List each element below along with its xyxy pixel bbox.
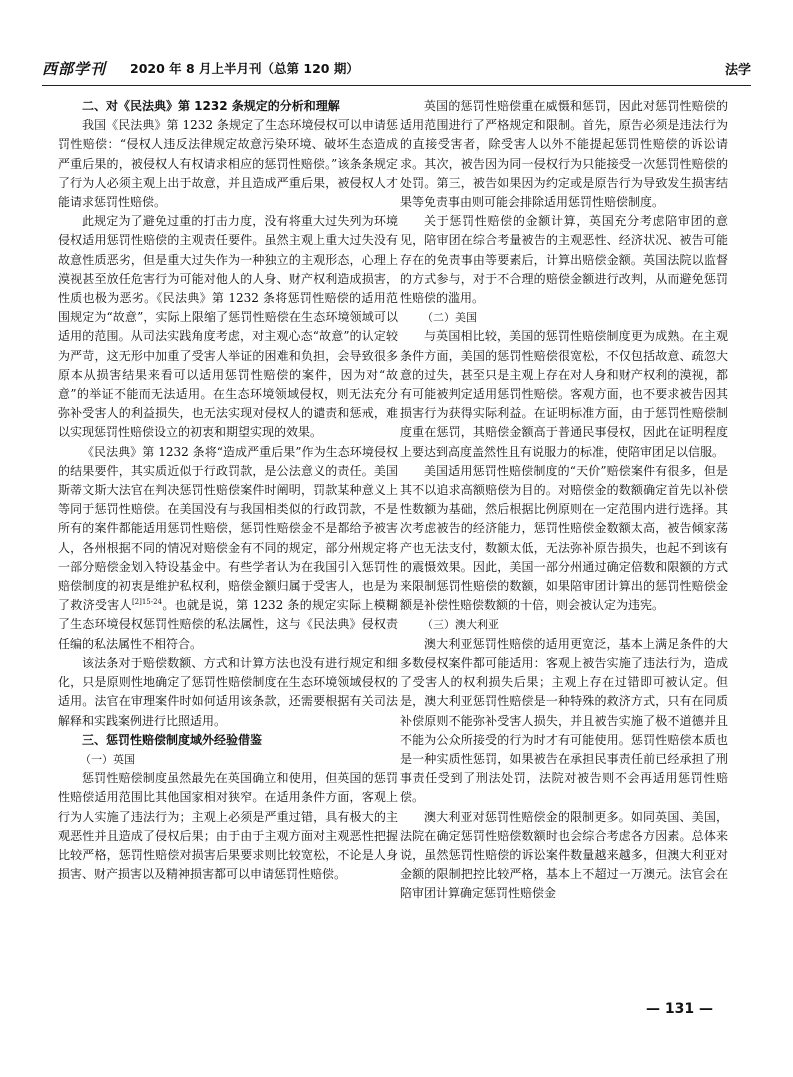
- section-name: 法学: [724, 63, 751, 78]
- right-column: [400, 97, 728, 904]
- section-heading-two: 二、对《民法典》第 1232 条规定的分析和理解: [82, 99, 340, 113]
- paragraph-text: 。也就是说，第 1232 条的规定实际上模糊了生态环境侵权惩罚性赔偿的私法属性，这与《民法典》侵权责任编的私法属性不相符合。: [58, 598, 398, 651]
- running-header: [42, 58, 751, 82]
- paragraph: 该法条对于赔偿数额、方式和计算方法也没有进行规定和细化，只是原则性地确定了惩罚性赔偿制度在生态环境领域侵权的适用。法官在审理案件时如何适用该条款，还需要根据有关司法解释和实践案例进行比照适用。: [58, 655, 398, 728]
- paragraph: 与英国相比较，美国的惩罚性赔偿制度更为成熟。在主观条件方面，美国的惩罚性赔偿很宽松，不仅包括故意、疏忽大意的过失，甚至只是主观上存在对人身和财产权利的漠视，都有可能被判定适用惩罚性赔偿。客观方面，也不要求被告因其损害行为获得实际利益。在证明标准方面，由于惩罚性赔偿制度重在惩罚，其赔偿金额高于普通民事侵权，因此在证明程度上要达到高度盖然性且有说服力的标准，使陪审团足以信服。: [400, 329, 728, 459]
- subheading-uk: （一）英国: [80, 752, 135, 766]
- subheading-australia: （三）澳大利亚: [422, 618, 499, 632]
- paragraph: 此规定为了避免过重的打击力度，没有将重大过失列为环境侵权适用惩罚性赔偿的主观责任要件。虽然主观上重大过失没有故意性质恶劣，但是重大过失作为一种独立的主观形态，心理上漠视甚至放任危害行为可能对他人的人身、财产权利造成损害，性质也极为恶劣。《民法典》第 1232 条将惩罚性赔偿的适用范围规定为“故意”，实际上限缩了惩罚性赔偿在生态环境领域可以适用的范围。从司法实践角度考虑，对主观心态“故意”的认定较为严苛，这无形中加重了受害人举证的困难和负担，会导致很多原本从损害结果来看可以适用惩罚性赔偿的案件，因为对“故意”的举证不能而无法适用。在生态环境领域侵权，则无法充分弥补受害人的利益损失，也无法实现对侵权人的谴责和惩戒，难以实现惩罚性赔偿设立的初衷和期望实现的效果。: [58, 214, 398, 440]
- paragraph: 英国的惩罚性赔偿重在威慑和惩罚，因此对惩罚性赔偿的适用范围进行了严格规定和限制。首先，原告必须是违法行为的直接受害者，除受害人以外不能提起惩罚性赔偿的诉讼请求。其次，被告因为同一侵权行为只能接受一次惩罚性赔偿的处罚。第三，被告如果因为约定或是原告行为导致发生损害结果等免责事由则可能会排除适用惩罚性赔偿制度。: [400, 99, 728, 210]
- subheading-us: （二）美国: [422, 311, 477, 325]
- paragraph: 惩罚性赔偿制度虽然最先在英国确立和使用，但英国的惩罚性赔偿适用范围比其他国家相对狭窄。在适用条件方面，客观上行为人实施了违法行为；主观上必须是严重过错，具有极大的主观恶性并且造成了侵权后果；由于由于主观方面对主观恶性把握比较严格，惩罚性赔偿对损害后果要求则比较宽松，不论是人身损害、财产损害以及精神损害都可以申请惩罚性赔偿。: [58, 771, 398, 882]
- issue-info: 2020 年 8 月上半月刊（总第 120 期）: [130, 61, 359, 76]
- page-number-value: 131: [664, 1001, 695, 1017]
- page-number: — 131 —: [646, 1001, 713, 1017]
- paragraph-text: 《民法典》第 1232 条将“造成严重后果”作为生态环境侵权的结果要件，其实质近似于行政罚款，是公法意义的责任。美国斯蒂文斯大法官在判决惩罚性赔偿案件时阐明，罚款某种意义上等同于惩罚性赔偿。在美国没有与我国相类似的行政罚款，不是所有的案件都能适用惩罚性赔偿，惩罚性赔偿金不是都给予被害人，各州根据不同的情况对赔偿金有不同的规定，部分州规定将一部分赔偿金划入特设基金中。有些学者认为在我国引入惩罚性赔偿制度的初衷是维护私权利，赔偿金额归属于受害人，也是为了救济受害人: [58, 444, 398, 613]
- paragraph: 澳大利亚对惩罚性赔偿金的限制更多。如同英国、美国，法院在确定惩罚性赔偿数额时也会综合考虑各方因素。总体来说，虽然惩罚性赔偿的诉讼案件数量越来越多，但澳大利亚对金额的限制把控比较严格，基本上不超过一万澳元。法官会在陪审团计算确定惩罚性赔偿金: [400, 809, 728, 901]
- paragraph: 美国适用惩罚性赔偿制度的“天价”赔偿案件有很多，但是其不以追求高额赔偿为目的。对赔偿金的数额确定首先以补偿性数额为基础，然后根据比例原则在一定范围内进行选择。其次考虑被告的经济能力，惩罚性赔偿金数额太高，被告倾家荡产也无法支付，数额太低，无法弥补原告损失，也起不到该有的震慑效果。因此，美国一部分州通过确定倍数和限额的方式来限制惩罚性赔偿的数额，如果陪审团计算出的惩罚性赔偿金额是补偿性赔偿数额的十倍，则会被认定为违宪。: [400, 463, 728, 613]
- citation: [2]15-24: [131, 598, 163, 607]
- paragraph: 澳大利亚惩罚性赔偿的适用更宽泛，基本上满足条件的大多数侵权案件都可能适用：客观上被告实施了违法行为，造成了受害人的权利损失后果；主观上存在过错即可被认定。但是，澳大利亚惩罚性赔偿是一种特殊的救济方式，只有在同质补偿原则不能弥补受害人损失，并且被告实施了极不道德并且不能为公众所接受的行为时才有可能使用。惩罚性赔偿本质也是一种实质性惩罚，如果被告在承担民事责任前已经承担了刑事责任受到了刑法处罚，法院对被告则不会再适用惩罚性赔偿。: [400, 636, 728, 805]
- journal-logo: 西部学刊: [42, 60, 107, 78]
- header-rule: [42, 85, 751, 86]
- left-column: [58, 97, 398, 884]
- paragraph: 我国《民法典》第 1232 条规定了生态环境侵权可以申请惩罚性赔偿：“侵权人违反法律规定故意污染环境、破坏生态造成严重后果的，被侵权人有权请求相应的惩罚性赔偿。”该条条规定了行为人必须主观上出于故意，并且造成严重后果，被侵权人才能请求惩罚性赔偿。: [58, 118, 398, 210]
- paragraph: [58, 443, 398, 654]
- paragraph: 关于惩罚性赔偿的金额计算，英国充分考虑陪审团的意见，陪审团在综合考量被告的主观恶性、经济状况、被告可能存在的免责事由等要素后，计算出赔偿金额。英国法院以监督的方式参与，对于不合理的赔偿金额进行改判，从而避免惩罚性赔偿的滥用。: [400, 214, 728, 306]
- section-heading-three: 三、惩罚性赔偿制度域外经验借鉴: [82, 732, 263, 747]
